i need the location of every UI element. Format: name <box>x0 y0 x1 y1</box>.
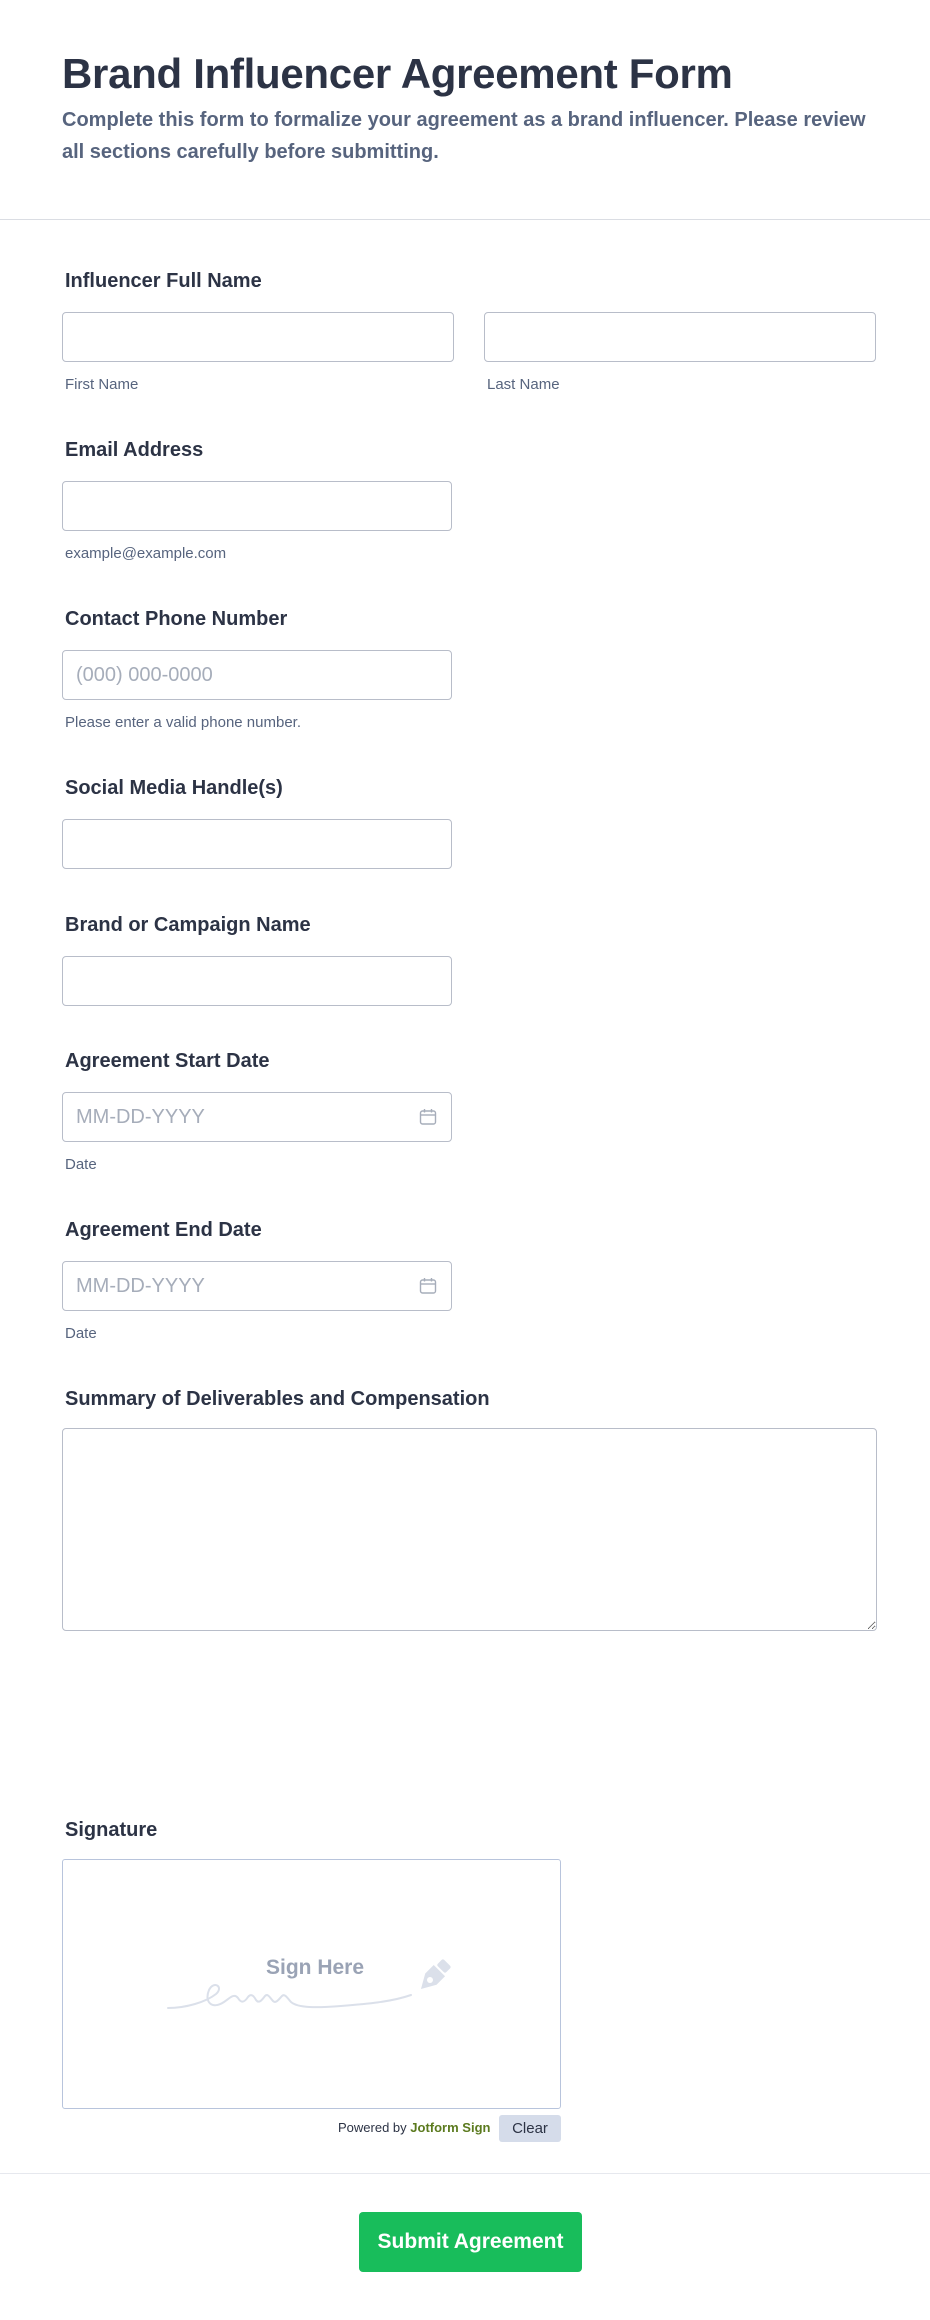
clear-signature-button[interactable]: Clear <box>499 2115 561 2142</box>
calendar-icon[interactable] <box>419 1277 437 1295</box>
summary-label: Summary of Deliverables and Compensation <box>65 1388 490 1410</box>
end-date-input[interactable] <box>62 1261 452 1311</box>
signature-label: Signature <box>65 1819 158 1841</box>
powered-by-text <box>338 2120 490 2135</box>
form-subtitle: Complete this form to formalize your agreement as a brand influencer. Please review all sections carefully before submitting. <box>62 109 866 163</box>
summary-textarea[interactable] <box>62 1428 877 1631</box>
social-label: Social Media Handle(s) <box>65 777 283 799</box>
email-sublabel: example@example.com <box>65 545 227 562</box>
calendar-icon[interactable] <box>419 1108 437 1126</box>
start-date-input[interactable] <box>62 1092 452 1142</box>
pen-nib-icon <box>412 1956 454 1998</box>
first-name-sublabel: First Name <box>65 376 139 393</box>
sign-here-prompt: Sign Here <box>266 1956 365 1979</box>
form-title: Brand Influencer Agreement Form <box>62 50 733 97</box>
phone-sublabel: Please enter a valid phone number. <box>65 714 301 731</box>
start-date-label: Agreement Start Date <box>65 1050 270 1072</box>
signature-pad[interactable] <box>62 1859 561 2109</box>
brand-input[interactable] <box>62 956 452 1006</box>
social-handles-input[interactable] <box>62 819 452 869</box>
email-input[interactable] <box>62 481 452 531</box>
footer-divider <box>0 2173 930 2174</box>
form-header <box>0 0 930 220</box>
phone-label: Contact Phone Number <box>65 608 288 630</box>
first-name-input[interactable] <box>62 312 454 362</box>
powered-by-prefix: Powered by <box>338 2120 407 2135</box>
last-name-sublabel: Last Name <box>487 376 560 393</box>
full-name-label: Influencer Full Name <box>65 270 262 292</box>
brand-label: Brand or Campaign Name <box>65 914 311 936</box>
start-date-sublabel: Date <box>65 1156 97 1173</box>
submit-agreement-button[interactable]: Submit Agreement <box>359 2212 582 2272</box>
phone-input[interactable] <box>62 650 452 700</box>
jotform-sign-link[interactable]: Jotform Sign <box>410 2120 491 2135</box>
email-label: Email Address <box>65 439 204 461</box>
end-date-sublabel: Date <box>65 1325 97 1342</box>
last-name-input[interactable] <box>484 312 876 362</box>
end-date-label: Agreement End Date <box>65 1219 262 1241</box>
